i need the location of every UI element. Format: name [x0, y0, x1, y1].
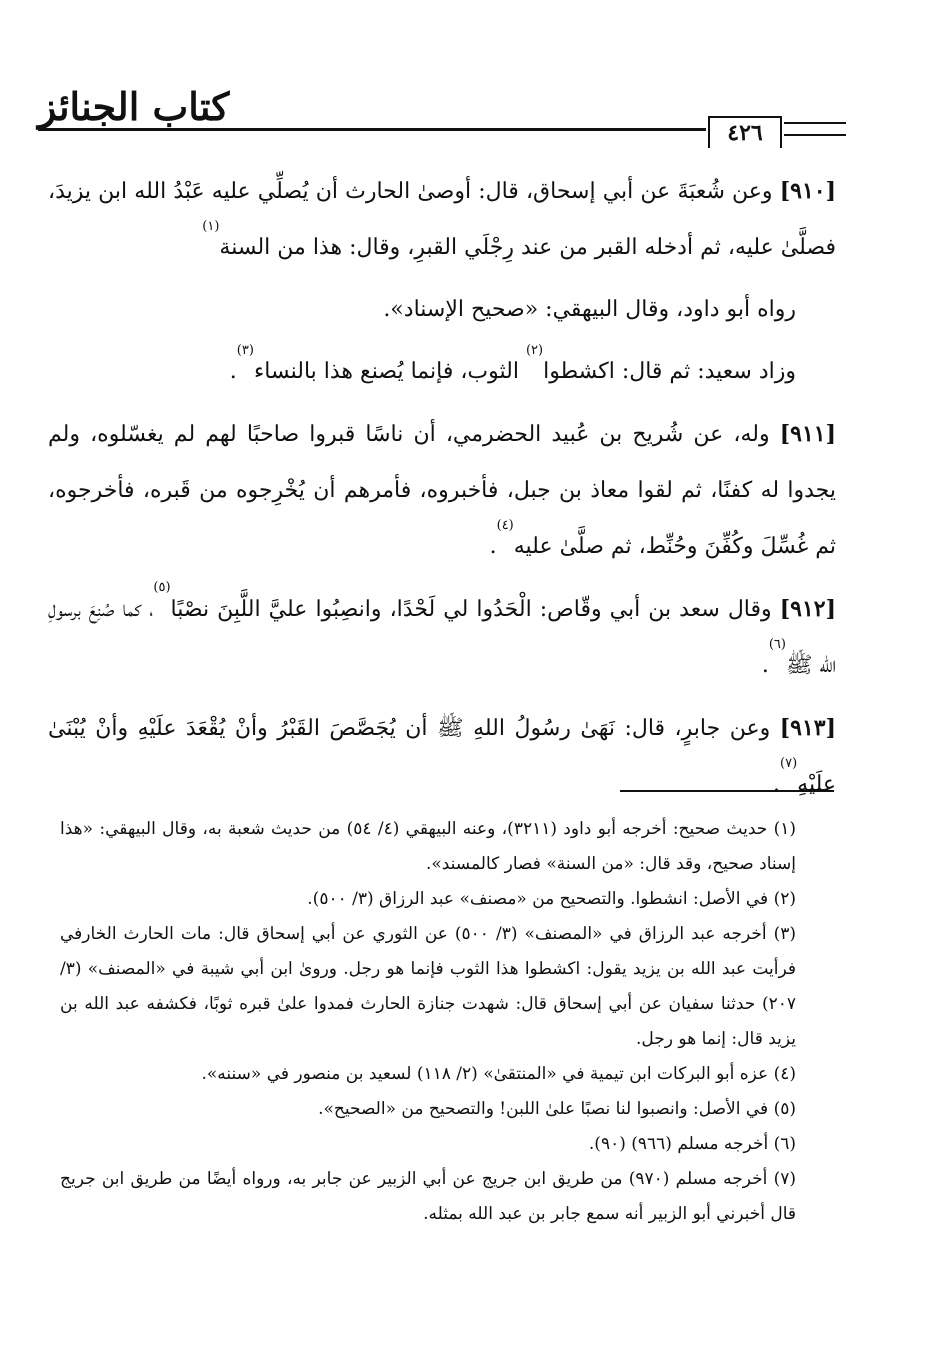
hadith-number: [٩١٣]	[779, 715, 836, 741]
hadith-number: [٩١٠]	[779, 178, 836, 204]
period: .	[773, 772, 781, 797]
hadith-913	[48, 700, 836, 813]
addition-text-cont: الثوب، فإنما يُصنع هذا بالنساء	[253, 359, 526, 384]
footnote-4: (٤) عزه أبو البركات ابن تيمية في «المنتقىٰ» (٢/ ١١٨) لسعيد بن منصور في «سننه».	[201, 1064, 796, 1084]
header-rule-right-top	[784, 122, 846, 124]
narration-text: رواه أبو داود، وقال البيهقي: «صحيح الإسناد».	[383, 297, 796, 322]
footnote-ref[interactable]: (٦)	[768, 637, 786, 652]
footnote-6: (٦) أخرجه مسلم (٩٦٦) (٩٠).	[588, 1134, 796, 1154]
footnote-7: (٧) أخرجه مسلم (٩٧٠) من طريق ابن جريج عن أبي الزبير عن جابر به، ورواه أيضًا من طريق ابن جريج قال أخبرني أبو الزبير أنه سمع جابر بن عبد الله بمثله.	[60, 1169, 796, 1224]
footnote-3: (٣) أخرجه عبد الرزاق في «المصنف» (٣/ ٥٠٠) عن الثوري عن أبي إسحاق قال: مات الحارث الخارفي فرأيت عبد الله بن يزيد يقول: اكشطوا هذا الثوب فإنما هو رجل. وروىٰ ابن أبي شيبة في «المصنف» (٣/ ٢٠٧) حدثنا سفيان عن أبي إسحاق قال: شهدت جنازة الحارث فمدوا علىٰ قبره ثوبًا، فكشفه عبد الله بن يزيد قال: إنما هو رجل.	[60, 924, 796, 1049]
page-header	[20, 82, 900, 152]
hadith-912	[48, 581, 836, 694]
footnote-2: (٢) في الأصل: انشطوا. والتصحيح من «مصنف» عبد الرزاق (٣/ ٥٠٠).	[307, 889, 796, 909]
hadith-number: [٩١١]	[779, 421, 836, 447]
hadith-text: وله، عن شُريح بن عُبيد الحضرمي، أن ناسًا قبروا صاحبًا لهم لم يغسّلوه، ولم يجدوا له كفنًا، ثم لقوا معاذ بن جبل، فأخبروه، فأمرهم أن يُخْرِجوه من قَبره، فأخرجوه، ثم غُسِّلَ وكُفِّنَ وحُنِّط، ثم صلَّىٰ عليه	[48, 422, 836, 559]
footnote-ref[interactable]: (٧)	[780, 756, 798, 771]
hadith-910	[48, 163, 836, 276]
footnote-ref[interactable]: (٤)	[496, 518, 514, 533]
header-rule	[38, 128, 706, 131]
hadith-911	[48, 406, 836, 575]
footnote-ref[interactable]: (٢)	[525, 343, 544, 358]
addition-note	[48, 344, 836, 400]
footnote-5: (٥) في الأصل: وانصبوا لنا نصبًا علىٰ اللبن! والتصحيح من «الصحيح».	[318, 1099, 796, 1119]
hadith-text: وقال سعد بن أبي وقّاص: الْحَدُوا لي لَحْدًا، وانصِبُوا عليَّ اللَّبِنَ نصْبًا	[170, 597, 780, 622]
main-text	[48, 163, 836, 813]
book-title: كتاب الجنائز	[38, 84, 230, 129]
hadith-number: [٩١٢]	[779, 596, 836, 622]
footnote-ref[interactable]: (١)	[202, 219, 220, 234]
header-rule-right-bottom	[784, 134, 846, 136]
hadith-text: وعن جابرٍ، قال: نَهَىٰ رسُولُ اللهِ ﷺ أن يُجَصَّصَ القَبْرُ وأنْ يُقْعَدَ علَيْهِ وأنْ يُبْنَىٰ علَيْهِ	[48, 716, 836, 797]
footnote-ref[interactable]: (٥)	[153, 580, 171, 595]
period: .	[489, 534, 497, 559]
hadith-text-cont: ، كما صُنِعَ برسولِ الله ﷺ	[48, 597, 836, 678]
footnote-1: (١) حديث صحيح: أخرجه أبو داود (٣٢١١)، وعنه البيهقي (٤/ ٥٤) من حديث شعبة به، وقال البيهقي: «هذا إسناد صحيح، وقد قال: «من السنة» فصار كالمسند».	[60, 819, 796, 874]
footnote-separator	[620, 790, 834, 792]
footnote-ref[interactable]: (٣)	[236, 343, 254, 358]
period: .	[761, 653, 769, 678]
period: .	[229, 359, 237, 384]
hadith-text: وعن شُعبَةَ عن أبي إسحاق، قال: أوصىٰ الحارث أن يُصلِّي عليه عَبْدُ الله ابن يزيدَ، فصلَّىٰ عليه، ثم أدخله القبر من عند رِجْلَي القبرِ، وقال: هذا من السنة	[48, 179, 836, 260]
footnotes	[60, 812, 836, 1232]
narration-note	[48, 282, 836, 338]
addition-text: وزاد سعيد: ثم قال: اكشطوا	[543, 359, 796, 384]
page-number: ٤٢٦	[708, 116, 782, 148]
